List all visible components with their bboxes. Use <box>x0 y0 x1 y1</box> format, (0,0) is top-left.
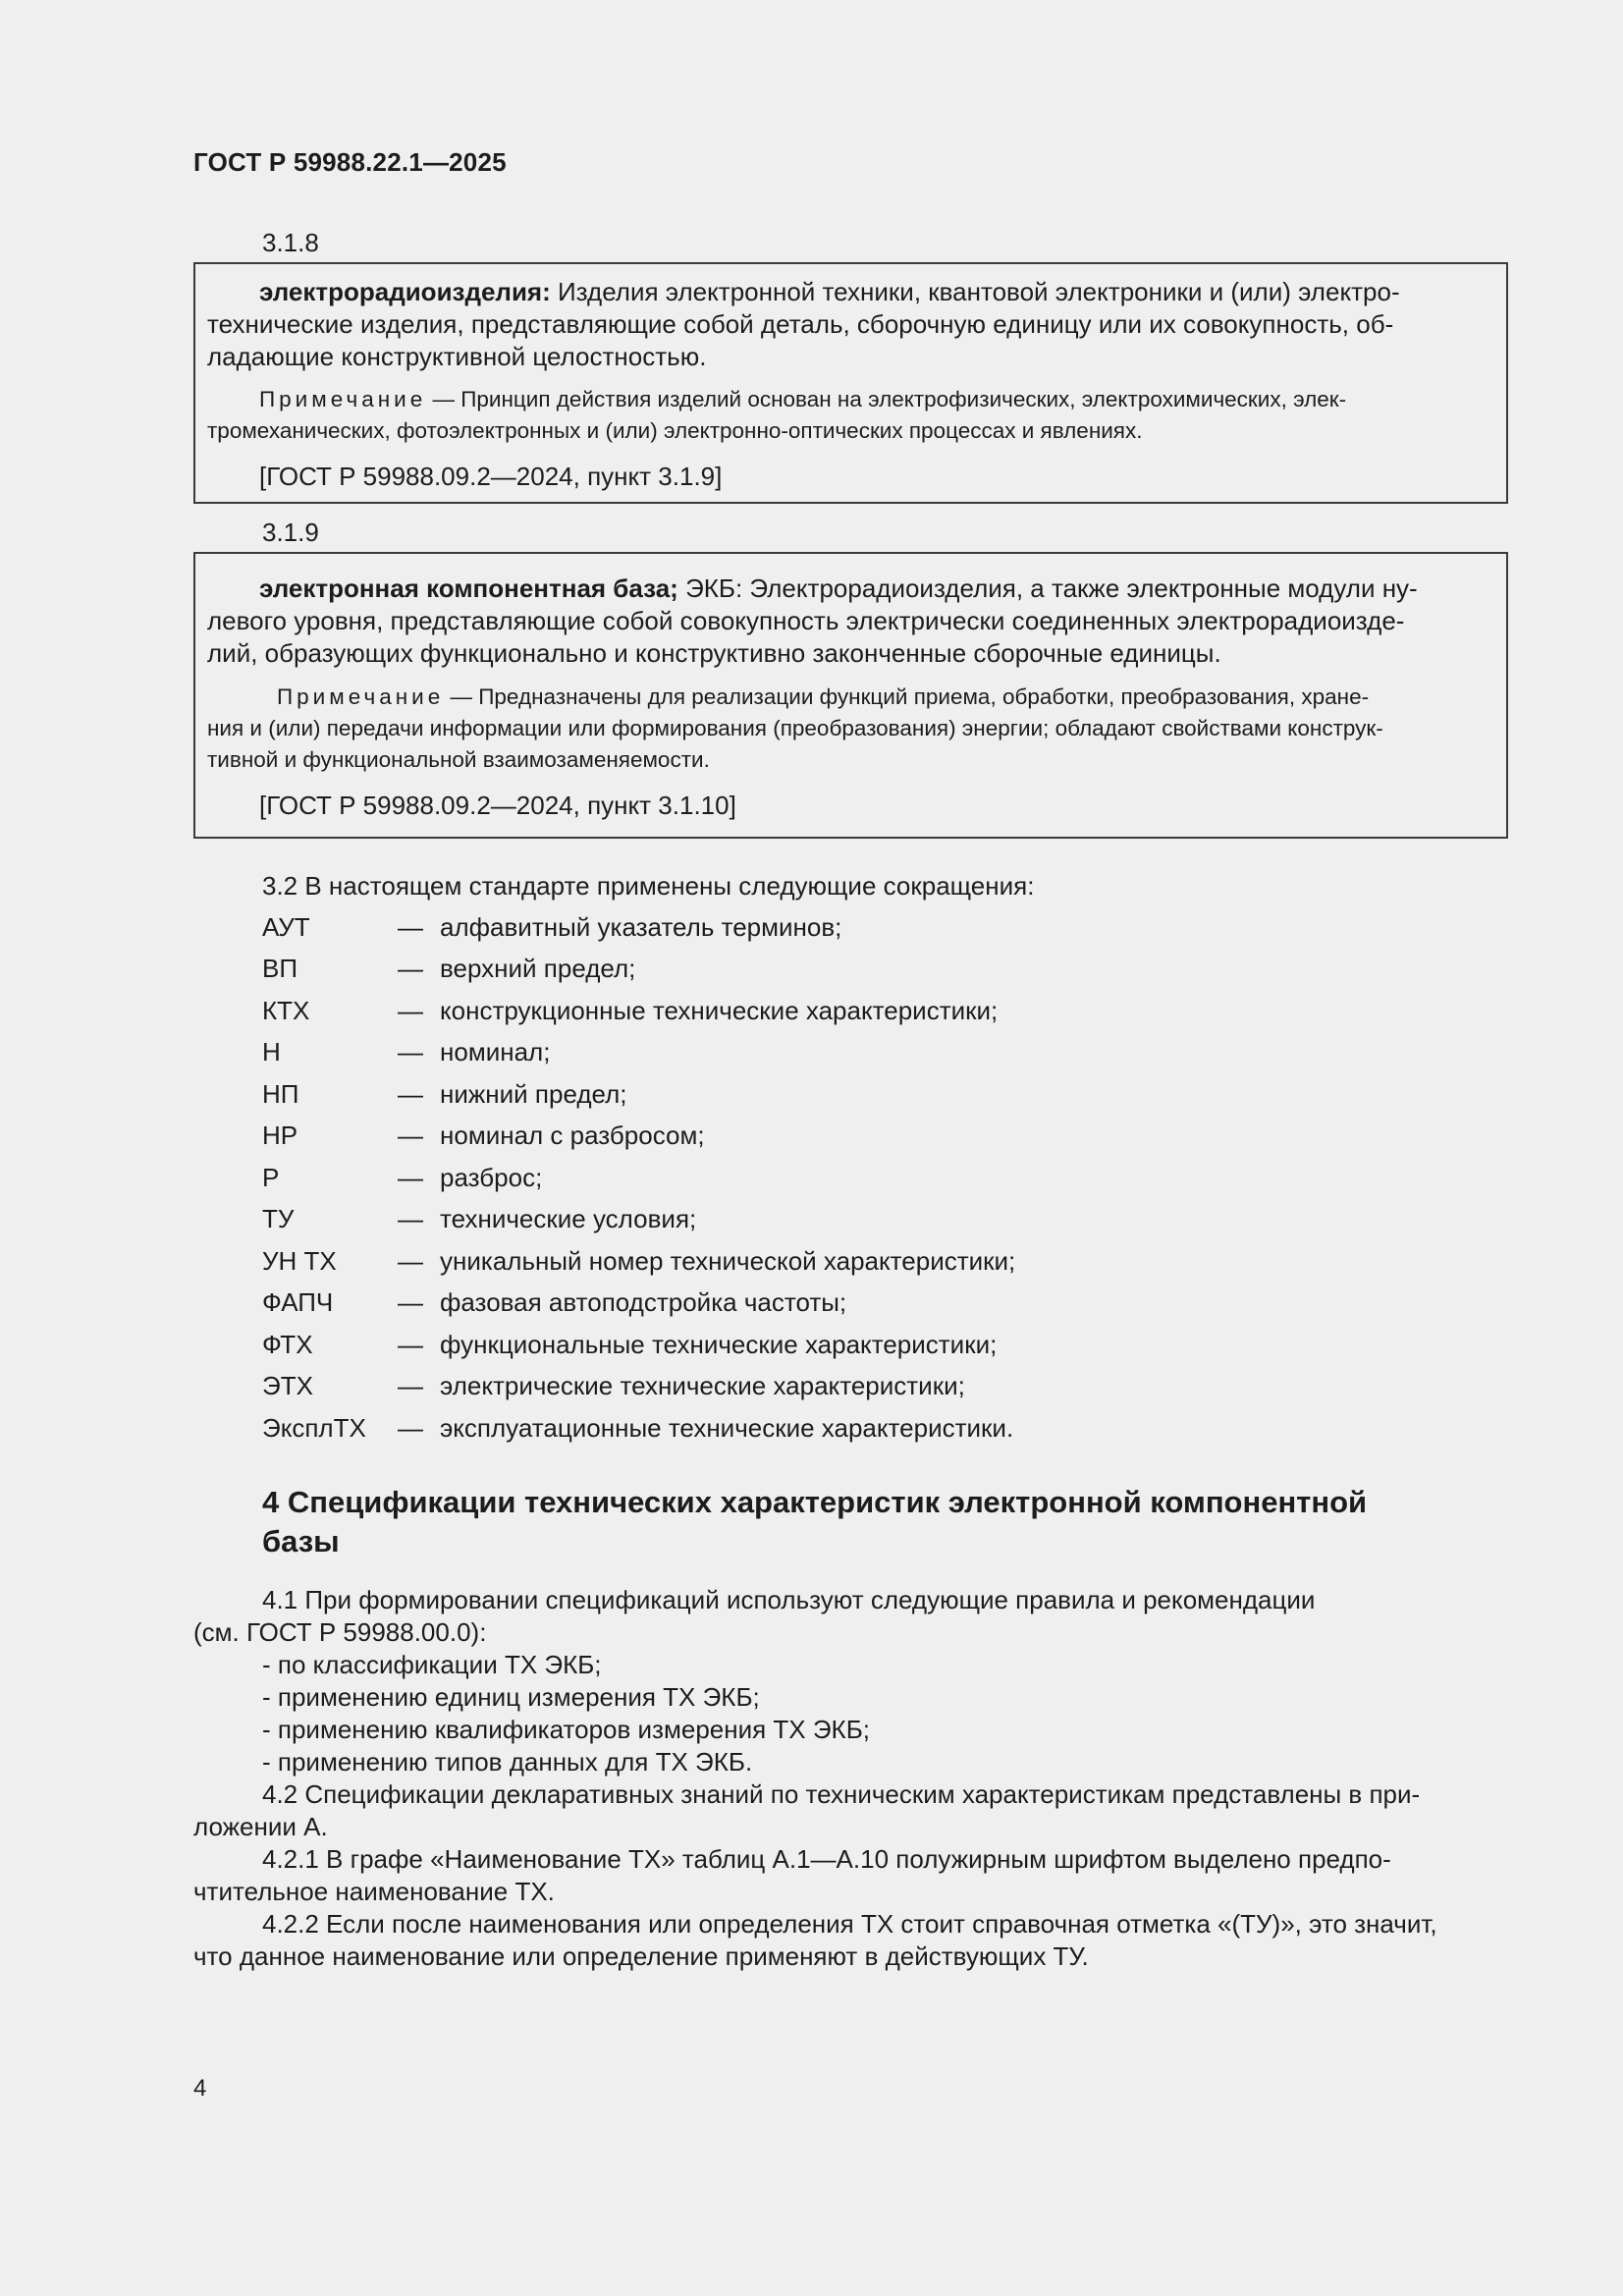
abbreviation-code: ЭТХ <box>262 1371 313 1400</box>
paragraph-4-2-line-1: 4.2 Спецификации декларативных знаний по техническим характеристикам представлены в при- <box>262 1779 1421 1809</box>
term-box <box>193 262 1508 504</box>
term-definition-line-1 <box>259 277 1400 307</box>
note-line-2: ния и (или) передачи информации или формирования (преобразования) энергии; обладают свойствами конструк- <box>207 716 1383 740</box>
abbreviation-code: УН ТХ <box>262 1246 337 1276</box>
note-label: Примечание <box>277 684 445 709</box>
section-title-line-1: 4 Спецификации технических характеристик электронной компонентной <box>262 1485 1368 1519</box>
abbreviation-code: АУТ <box>262 912 310 942</box>
page-number: 4 <box>193 2075 207 2102</box>
abbreviation-code: Р <box>262 1163 280 1192</box>
abbreviation-dash: — <box>398 912 423 942</box>
document-header: ГОСТ Р 59988.22.1—2025 <box>193 147 507 177</box>
abbreviation-dash: — <box>398 996 423 1025</box>
term-definition-line-1 <box>259 574 1418 604</box>
abbreviation-code: НР <box>262 1121 298 1150</box>
note-text: — Предназначены для реализации функций приема, обработки, преобразования, хране- <box>444 684 1370 709</box>
paragraph-4-2-1-line-1: 4.2.1 В графе «Наименование ТХ» таблиц А.1—А.10 полужирным шрифтом выделено предпо- <box>262 1844 1391 1874</box>
abbreviation-description: конструкционные технические характеристики; <box>440 996 999 1025</box>
abbreviation-dash: — <box>398 1330 423 1359</box>
note-label: Примечание <box>259 387 427 411</box>
abbreviation-description: разброс; <box>440 1163 543 1192</box>
paragraph-4-1-line-2: (см. ГОСТ Р 59988.00.0): <box>193 1617 487 1647</box>
paragraph-4-1-line-1: 4.1 При формировании спецификаций используют следующие правила и рекомендации <box>262 1585 1316 1614</box>
abbreviation-code: ТУ <box>262 1204 295 1233</box>
term-definition-text: ЭКБ: Электрорадиоизделия, а также электронные модули ну- <box>677 574 1418 603</box>
abbreviation-description: уникальный номер технической характеристики; <box>440 1246 1016 1276</box>
abbreviation-description: нижний предел; <box>440 1079 627 1109</box>
abbreviation-dash: — <box>398 1121 423 1150</box>
abbreviation-dash: — <box>398 1204 423 1233</box>
abbreviation-code: ВП <box>262 954 298 983</box>
term-definition-text: Изделия электронной техники, квантовой электроники и (или) электро- <box>550 277 1400 306</box>
abbreviation-code: Н <box>262 1037 281 1066</box>
paragraph-4-2-2-line-1: 4.2.2 Если после наименования или определения ТХ стоит справочная отметка «(ТУ)», это значит, <box>262 1909 1437 1939</box>
term-definition-line-2: технические изделия, представляющие собой деталь, сборочную единицу или их совокупность, об- <box>207 309 1394 339</box>
term-number: 3.1.9 <box>262 518 319 547</box>
term-reference: [ГОСТ Р 59988.09.2—2024, пункт 3.1.9] <box>259 462 723 491</box>
list-item: - применению типов данных для ТХ ЭКБ. <box>262 1747 753 1777</box>
term-reference: [ГОСТ Р 59988.09.2—2024, пункт 3.1.10] <box>259 791 736 820</box>
paragraph-4-2-1-line-2: чтительное наименование ТХ. <box>193 1877 555 1906</box>
abbreviation-description: технические условия; <box>440 1204 697 1233</box>
note-line-2: тромеханических, фотоэлектронных и (или) электронно-оптических процессах и явлениях. <box>207 418 1143 443</box>
abbreviation-dash: — <box>398 1037 423 1066</box>
abbreviation-description: номинал; <box>440 1037 551 1066</box>
term-name: электрорадиоизделия: <box>259 277 551 306</box>
abbreviation-code: КТХ <box>262 996 310 1025</box>
note-text: — Принцип действия изделий основан на электрофизических, электрохимических, элек- <box>426 387 1347 411</box>
paragraph-4-2-2-line-2: что данное наименование или определение применяют в действующих ТУ. <box>193 1941 1089 1971</box>
abbreviation-description: электрические технические характеристики; <box>440 1371 965 1400</box>
abbreviation-description: функциональные технические характеристики; <box>440 1330 998 1359</box>
list-item: - применению квалификаторов измерения ТХ ЭКБ; <box>262 1715 870 1744</box>
abbreviation-dash: — <box>398 1287 423 1317</box>
abbreviation-description: эксплуатационные технические характеристики. <box>440 1413 1014 1443</box>
section-title-line-2: базы <box>262 1524 340 1558</box>
abbreviation-description: номинал с разбросом; <box>440 1121 705 1150</box>
term-definition-line-3: ладающие конструктивной целостностью. <box>207 342 707 371</box>
abbreviation-code: ФТХ <box>262 1330 313 1359</box>
term-definition-line-3: лий, образующих функционально и конструктивно законченные сборочные единицы. <box>207 638 1221 668</box>
abbreviations-intro: 3.2 В настоящем стандарте применены следующие сокращения: <box>262 871 1035 901</box>
abbreviation-dash: — <box>398 1163 423 1192</box>
term-number: 3.1.8 <box>262 228 319 257</box>
section-title <box>262 1483 1509 1561</box>
abbreviation-code: ФАПЧ <box>262 1287 334 1317</box>
abbreviation-description: верхний предел; <box>440 954 636 983</box>
note-line-3: тивной и функциональной взаимозаменяемости. <box>207 747 710 772</box>
paragraph-4-2-line-2: ложении А. <box>193 1812 328 1841</box>
term-definition-line-2: левого уровня, представляющие собой совокупность электрически соединенных электрорадиоизде- <box>207 606 1405 635</box>
term-name: электронная компонентная база; <box>259 574 678 603</box>
abbreviation-dash: — <box>398 1371 423 1400</box>
abbreviation-description: фазовая автоподстройка частоты; <box>440 1287 847 1317</box>
abbreviation-code: НП <box>262 1079 299 1109</box>
list-item: - применению единиц измерения ТХ ЭКБ; <box>262 1682 760 1712</box>
abbreviation-dash: — <box>398 1246 423 1276</box>
abbreviation-description: алфавитный указатель терминов; <box>440 912 842 942</box>
note-line-1 <box>259 387 1346 412</box>
list-item: - по классификации ТХ ЭКБ; <box>262 1650 602 1679</box>
abbreviation-dash: — <box>398 1079 423 1109</box>
term-box <box>193 552 1508 839</box>
abbreviation-dash: — <box>398 1413 423 1443</box>
note-line-1 <box>277 684 1369 710</box>
abbreviation-code: ЭксплТХ <box>262 1413 366 1443</box>
abbreviation-dash: — <box>398 954 423 983</box>
